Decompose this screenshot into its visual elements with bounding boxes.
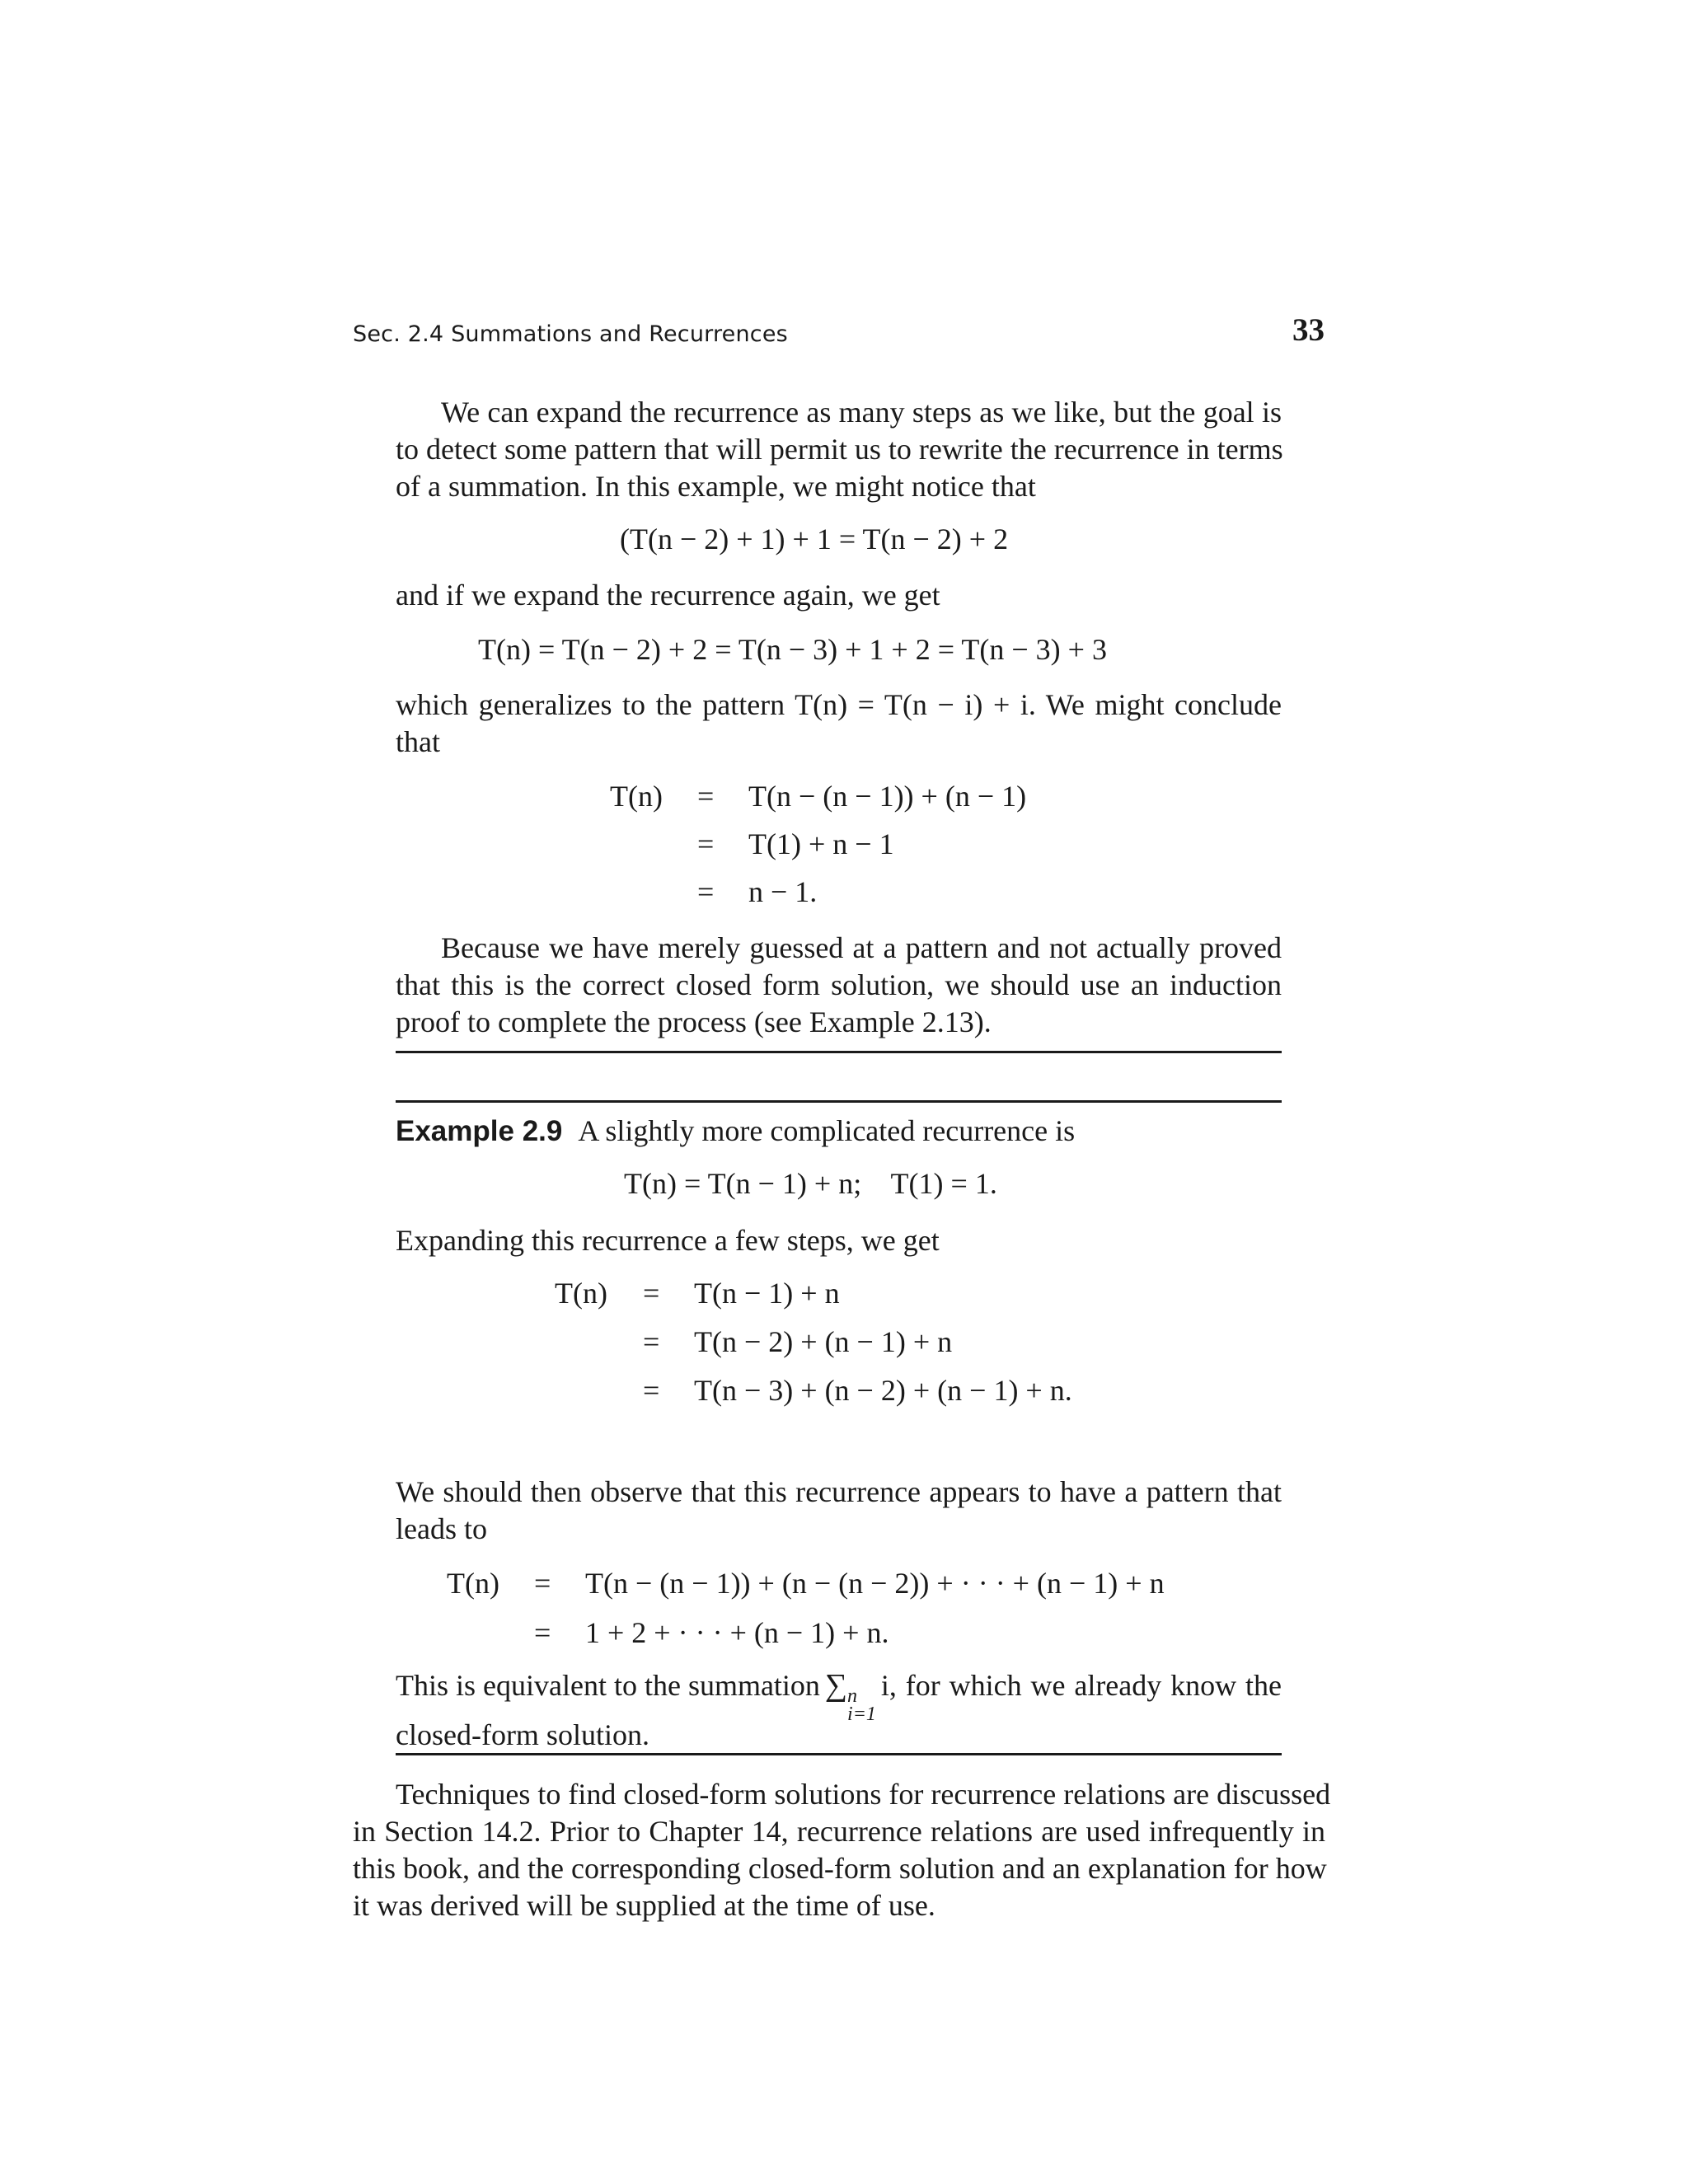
equals-sign: = [534, 1616, 551, 1649]
paragraph-observe-pattern [396, 1474, 1282, 1548]
example-heading [396, 1113, 1075, 1150]
summation-limits [847, 1687, 876, 1723]
equation-row: T(n − 2) + (n − 1) + n [694, 1325, 953, 1358]
running-header-section: Sec. 2.4 Summations and Recurrences [353, 321, 788, 347]
equation-example-recurrence: T(n) = T(n − 1) + n; T(1) = 1. [624, 1167, 997, 1200]
summation-lower: i=1 [847, 1704, 876, 1725]
equation-row: T(1) + n − 1 [748, 827, 894, 860]
text-line: Techniques to find closed-form solutions for recurrence relations are discussed [396, 1778, 1331, 1811]
summation-upper: n [847, 1685, 858, 1707]
text-line: closed-form solution. [396, 1718, 649, 1751]
example-start-rule [396, 1100, 1282, 1103]
sigma-icon: ∑ [824, 1668, 848, 1703]
text-line: We can expand the recurrence as many steps as we like, but the goal is [441, 396, 1282, 429]
text-line: Because we have merely guessed at a pattern and not actually proved [441, 931, 1282, 964]
equals-sign: = [643, 1374, 660, 1407]
equals-sign: = [643, 1325, 660, 1358]
example-intro: A slightly more complicated recurrence is [578, 1114, 1076, 1147]
text-line: of a summation. In this example, we might notice that [396, 470, 1036, 503]
text-line: We should then observe that this recurrence appears to have a pattern that [396, 1475, 1282, 1508]
equation-lhs: T(n) [610, 780, 663, 813]
equals-sign: = [534, 1567, 551, 1600]
text-line [396, 1667, 1282, 1725]
equation-lhs: T(n) [555, 1277, 607, 1310]
equation-row: T(n − (n − 1)) + (n − (n − 2)) + · · · + (n − 1) + n [585, 1567, 1165, 1600]
text-expand-again: and if we expand the recurrence again, we get [396, 579, 940, 612]
equals-sign: = [643, 1277, 660, 1310]
equation-lhs: T(n) [447, 1567, 499, 1600]
equation-row: T(n − (n − 1)) + (n − 1) [748, 780, 1027, 813]
paragraph-summation-equivalent [396, 1667, 1282, 1754]
text-line: that [396, 725, 440, 758]
paragraph-induction-note [396, 930, 1282, 1041]
text-line: this book, and the corresponding closed-form solution and an explanation for how [353, 1852, 1327, 1885]
paragraph-generalizes [396, 687, 1282, 761]
text-line: it was derived will be supplied at the time of use. [353, 1889, 935, 1922]
equation-row: n − 1. [748, 875, 818, 908]
example-box-end-rule [396, 1753, 1282, 1755]
equals-sign: = [697, 827, 715, 860]
text-line: that this is the correct closed form solution, we should use an induction [396, 968, 1282, 1001]
equation-row: 1 + 2 + · · · + (n − 1) + n. [585, 1616, 889, 1649]
text-line: to detect some pattern that will permit us to rewrite the recurrence in terms [396, 433, 1283, 466]
text-after-sum: i, for which we already know the [880, 1669, 1282, 1702]
summation-symbol [824, 1667, 876, 1725]
equals-sign: = [697, 875, 715, 908]
equation-row: T(n − 1) + n [694, 1277, 840, 1310]
paragraph-expand-recurrence [396, 394, 1282, 505]
example-label: Example 2.9 [396, 1115, 563, 1147]
example-end-rule [396, 1051, 1282, 1053]
paragraph-techniques [353, 1776, 1331, 1924]
equation-expand-again: T(n) = T(n − 2) + 2 = T(n − 3) + 1 + 2 = T(n − 3) + 3 [478, 633, 1107, 666]
text-line: in Section 14.2. Prior to Chapter 14, recurrence relations are used infrequently in [353, 1815, 1325, 1848]
text-line: leads to [396, 1512, 487, 1545]
equation-row: T(n − 3) + (n − 2) + (n − 1) + n. [694, 1374, 1072, 1407]
equals-sign: = [697, 780, 715, 813]
text-line: proof to complete the process (see Example 2.13). [396, 1005, 992, 1038]
equation-pattern-step: (T(n − 2) + 1) + 1 = T(n − 2) + 2 [620, 523, 1009, 555]
text-before-sum: This is equivalent to the summation [396, 1669, 820, 1702]
page-number: 33 [1292, 312, 1325, 348]
text-expanding: Expanding this recurrence a few steps, we get [396, 1224, 940, 1257]
text-line: which generalizes to the pattern T(n) = T(n − i) + i. We might conclude [396, 688, 1282, 721]
